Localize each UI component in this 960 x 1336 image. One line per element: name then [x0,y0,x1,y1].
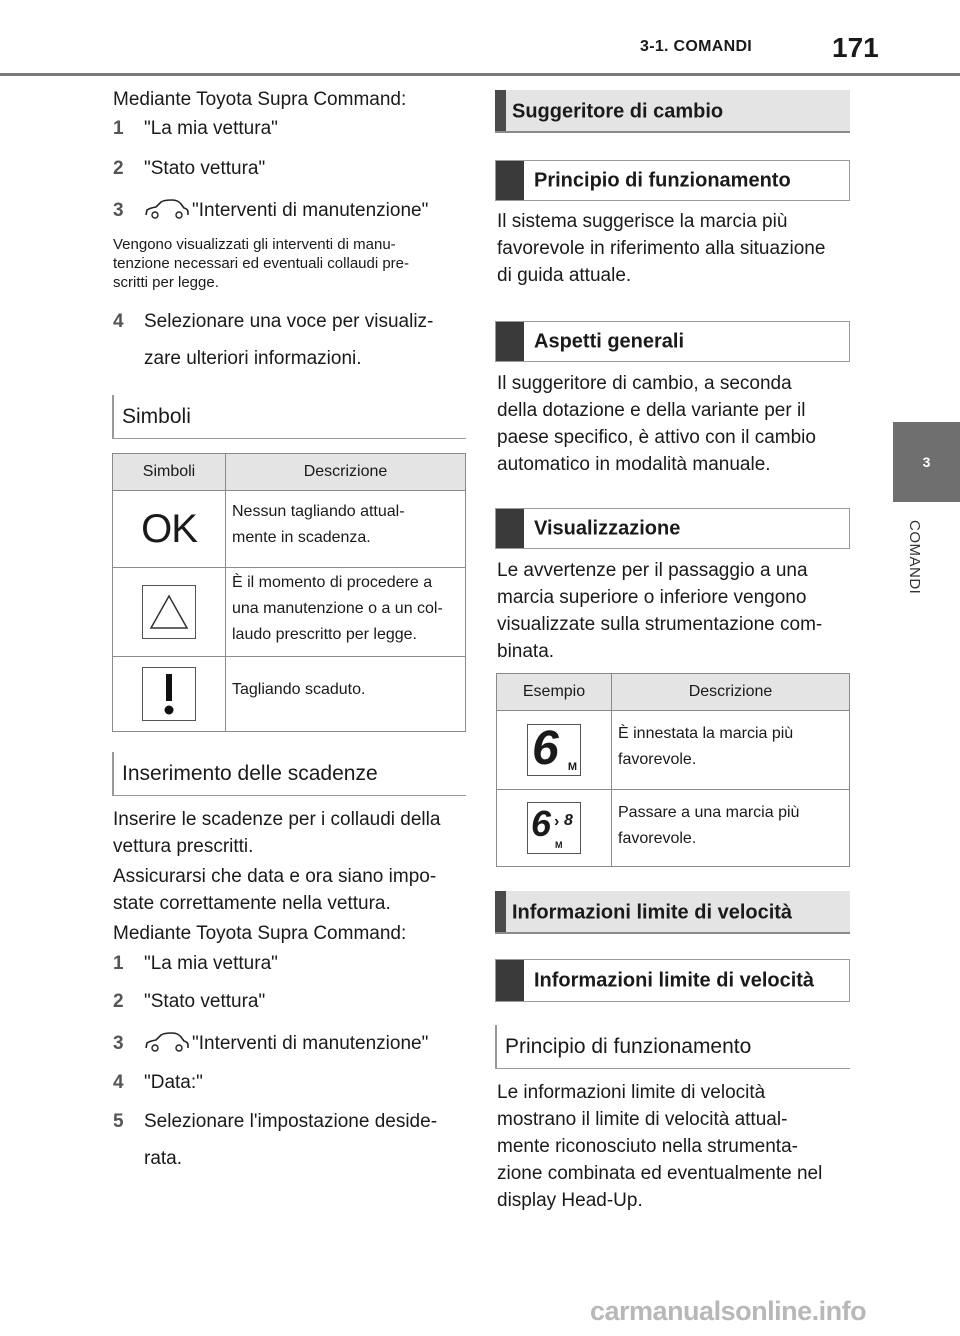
table-header: Esempio [497,674,612,711]
section-heading-scadenze: Inserimento delle scadenze [112,752,466,796]
table-row: 6 › 8 M Passare a una marcia più favorevole. [497,790,850,867]
table-header: Descrizione [612,674,850,711]
section-heading-simboli: Simboli [112,395,466,439]
car-icon [144,198,190,220]
section-heading-limite: Informazioni limite di velocità [495,891,850,934]
step-text-label: "Interventi di manutenzione" [192,200,429,221]
step-2 [113,983,463,1020]
subheading-limite: Informazioni limite di velocità [495,959,850,1002]
chapter-tab[interactable] [893,422,960,502]
step-number: 1 [113,118,124,139]
step-text: "Stato vettura" [144,991,266,1012]
step-5 [113,1103,463,1177]
step-text [144,1025,464,1062]
subheading-visualizzazione: Visualizzazione [495,508,850,549]
header-rule [0,73,960,76]
exclamation-icon [142,667,196,721]
table-row: OK Nessun tagliando attual- mente in scadenza. [113,491,466,568]
table-row: 6 M È innestata la marcia più favorevole. [497,711,850,790]
step-number: 2 [113,991,124,1012]
step-3 [113,192,463,229]
table-header: Simboli [113,454,226,491]
step-text: "La mia vettura" [144,118,278,139]
step-number: 4 [113,311,124,332]
paragraph-limite: Le informazioni limite di velocità mostrano il limite di velocità attual- mente riconosciuto nella strumenta- zione combinata ed eventualmente nel display Head-Up. [497,1082,823,1211]
step-text: "Stato vettura" [144,158,266,179]
running-header-section: 3-1. COMANDI [640,38,753,55]
step-text: "La mia vettura" [144,953,278,974]
step-number: 2 [113,158,124,179]
table-row: Tagliando scaduto. [113,657,466,732]
subsection-heading-principio: Principio di funzionamento [495,1025,850,1069]
warning-triangle-icon [142,585,196,639]
gear-shift-up-icon: 6 › 8 M [527,802,581,854]
step-number: 3 [113,200,124,221]
paragraph-visualizzazione: Le avvertenze per il passaggio a una marcia superiore o inferiore vengono visualizzate sulla strumentazione com- binata. [497,560,823,662]
step-4 [113,303,463,377]
step-text: Selezionare una voce per visualiz- zare ulteriori informazioni. [144,311,434,369]
table-header: Descrizione [226,454,466,491]
step-number: 3 [113,1033,124,1054]
step-text-label: "Interventi di manutenzione" [192,1033,429,1054]
gear-6-m-icon: 6 M [527,724,581,776]
step-text: "Data:" [144,1072,203,1093]
step-text: Selezionare l'impostazione deside- rata. [144,1111,438,1169]
step-3 [113,1025,463,1062]
paragraph-aspetti: Il suggeritore di cambio, a seconda della dotazione e della variante per il paese specifico, è attivo con il cambio automatico in modalità manuale. [497,373,816,475]
gear-table [496,673,850,867]
symbols-table [112,453,466,732]
subheading-principio: Principio di funzionamento [495,160,850,201]
paragraph-scadenze-2: Assicurarsi che data e ora siano impo- state correttamente nella vettura. [113,866,437,914]
ok-symbol: OK [141,506,197,551]
car-icon [144,1031,190,1053]
step-number: 5 [113,1111,124,1132]
watermark: carmanualsonline.info [590,1296,867,1326]
step-1 [113,945,463,982]
chapter-tab-number: 3 [922,454,931,470]
paragraph-scadenze-1: Inserire le scadenze per i collaudi della vettura prescritti. [113,809,441,857]
intro-text-2: Mediante Toyota Supra Command: [113,923,407,944]
step-1 [113,110,463,147]
step-number: 1 [113,953,124,974]
intro-text-1: Mediante Toyota Supra Command: [113,89,407,110]
subheading-aspetti: Aspetti generali [495,321,850,362]
paragraph-principio: Il sistema suggerisce la marcia più favorevole in riferimento alla situazione di guida attuale. [497,211,826,286]
table-row: È il momento di procedere a una manutenzione o a un col- laudo prescritto per legge. [113,568,466,657]
section-heading-suggeritore: Suggeritore di cambio [495,90,850,133]
note-text: Vengono visualizzati gli interventi di manu- tenzione necessari ed eventuali collaudi pre- scritti per legge. [113,236,410,291]
step-number: 4 [113,1072,124,1093]
step-text [144,192,464,229]
step-4 [113,1064,463,1101]
page-number: 171 [832,32,879,63]
step-2 [113,150,463,187]
chapter-tab-label: COMANDI [906,520,923,595]
